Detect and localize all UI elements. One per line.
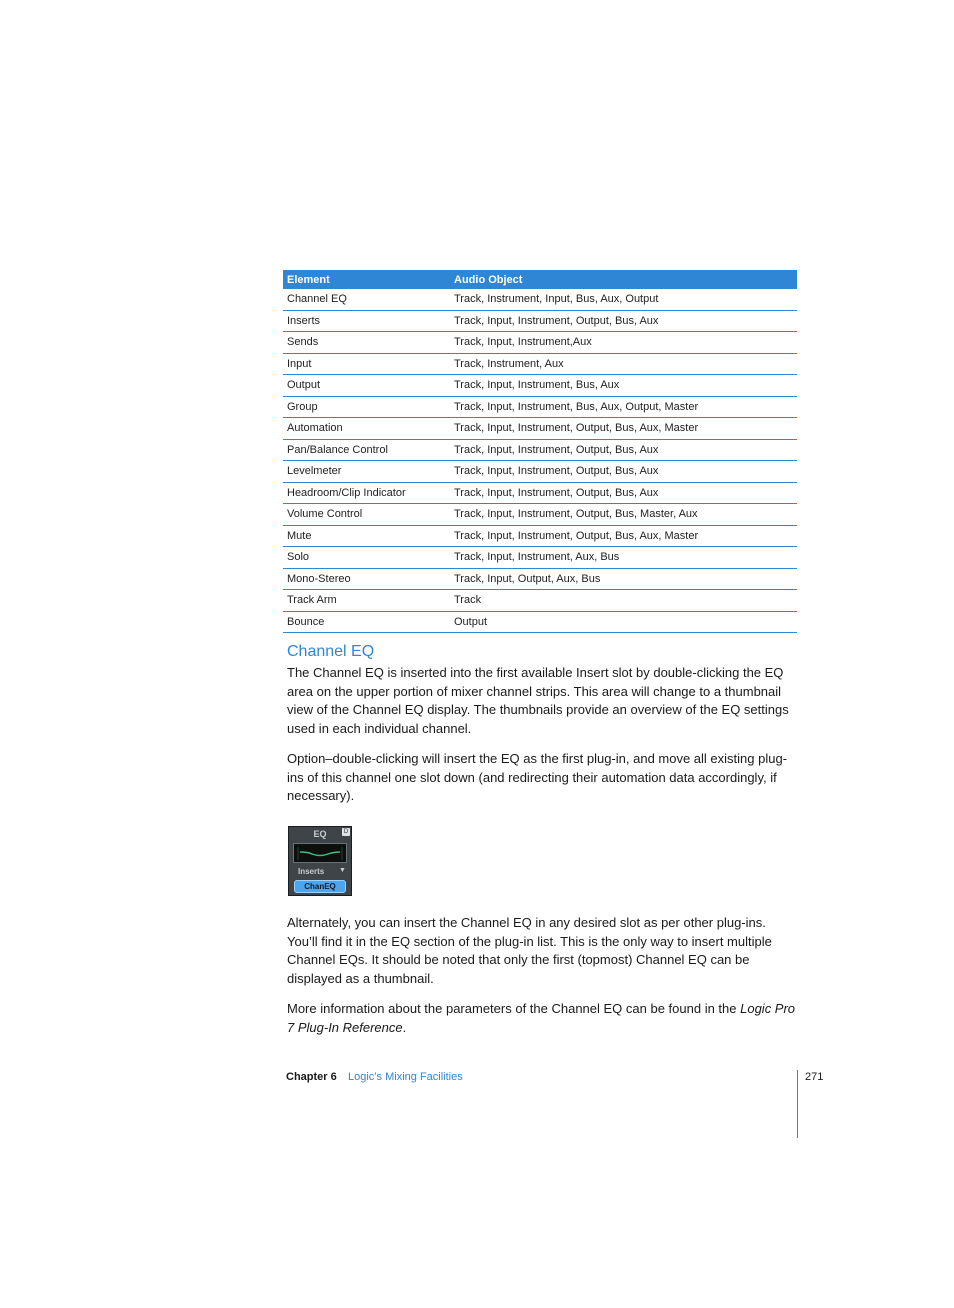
element-cell: Headroom/Clip Indicator [287, 486, 406, 499]
element-cell: Track Arm [287, 594, 337, 607]
audio-object-cell: Track, Input, Instrument,Aux [454, 336, 592, 349]
audio-object-cell: Track, Input, Instrument, Output, Bus, Aux [454, 486, 659, 499]
table-row [283, 504, 797, 526]
element-cell: Bounce [287, 615, 325, 628]
paragraph-1: The Channel EQ is inserted into the first available Insert slot by double-clicking the EQ area on the upper portion of mixer channel strips. This area will change to a thumbnail view of the Channel EQ display. The thumbnails provide an overview of the EQ settings used in each individual channel. [287, 665, 789, 736]
element-cell: Automation [287, 422, 343, 435]
table-row [283, 547, 797, 569]
audio-object-cell: Output [454, 615, 488, 628]
table-row [283, 461, 797, 483]
element-cell: Mono-Stereo [287, 572, 351, 585]
table-header [283, 270, 797, 289]
channel-eq-thumbnail [288, 826, 352, 896]
element-cell: Pan/Balance Control [287, 443, 388, 456]
audio-object-cell: Track, Input, Instrument, Output, Bus, Aux, Master [454, 422, 699, 435]
table-row [283, 332, 797, 354]
eq-label: EQ [313, 829, 327, 839]
chevron-down-icon: ▼ [339, 867, 346, 874]
table-row [283, 440, 797, 462]
element-cell: Mute [287, 529, 312, 542]
audio-object-cell: Track, Input, Output, Aux, Bus [454, 572, 601, 585]
footer-divider [797, 1070, 798, 1138]
audio-object-cell: Track, Input, Instrument, Output, Bus, Aux [454, 465, 659, 478]
audio-object-cell: Track, Input, Instrument, Output, Bus, Aux [454, 443, 659, 456]
page-number: 271 [805, 1071, 824, 1083]
header-audio-object: Audio Object [454, 273, 523, 286]
table-row [283, 590, 797, 612]
header-element: Element [287, 273, 330, 286]
paragraph-2: Option–double-clicking will insert the EQ as the first plug-in, and move all existing plug-ins of this channel one slot down (and redirecting their automation data accordingly, if necessary). [287, 751, 788, 804]
audio-object-cell: Track, Instrument, Input, Bus, Aux, Output [454, 293, 659, 306]
table-row [283, 289, 797, 311]
paragraph-4-prefix: More information about the parameters of the Channel EQ can be found in the [287, 1001, 741, 1016]
element-cell: Output [287, 379, 321, 392]
audio-object-cell: Track, Input, Instrument, Output, Bus, Aux [454, 314, 659, 327]
element-cell: Inserts [287, 314, 321, 327]
audio-object-cell: Track, Instrument, Aux [454, 357, 564, 370]
element-cell: Sends [287, 336, 319, 349]
table-row [283, 612, 797, 634]
audio-object-cell: Track, Input, Instrument, Output, Bus, Master, Aux [454, 508, 698, 521]
audio-object-table [283, 270, 797, 633]
footer-chapter-title: Logic’s Mixing Facilities [348, 1071, 463, 1083]
table-row [283, 418, 797, 440]
inserts-label: Inserts [298, 867, 325, 876]
audio-object-cell: Track, Input, Instrument, Output, Bus, Aux, Master [454, 529, 699, 542]
audio-object-cell: Track, Input, Instrument, Bus, Aux, Output, Master [454, 400, 699, 413]
paragraph-4 [287, 1000, 799, 1037]
table-body [283, 289, 797, 633]
table-row [283, 569, 797, 591]
paragraph-4-suffix: . [402, 1019, 407, 1035]
element-cell: Solo [287, 551, 310, 564]
paragraph-3: Alternately, you can insert the Channel EQ in any desired slot as per other plug-ins. You’ll find it in the EQ section of the plug-in list. This is the only way to insert multiple Channel EQs. It should be noted that only the first (topmost) Channel EQ can be displayed as a thumbnail. [287, 915, 772, 986]
element-cell: Channel EQ [287, 293, 347, 306]
table-row [283, 354, 797, 376]
table-row [283, 526, 797, 548]
element-cell: Input [287, 357, 312, 370]
eq-curve-icon [294, 844, 346, 862]
table-row [283, 483, 797, 505]
chaneq-slot: ChanEQ [294, 880, 346, 893]
element-cell: Group [287, 400, 318, 413]
audio-object-cell: Track, Input, Instrument, Bus, Aux [454, 379, 620, 392]
table-row [283, 397, 797, 419]
reference-title: Logic Pro 7 Plug-In Reference [287, 1001, 796, 1035]
audio-object-cell: Track [454, 594, 482, 607]
footer-chapter: Chapter 6 [286, 1071, 337, 1083]
section-heading: Channel EQ [287, 643, 375, 660]
table-row [283, 311, 797, 333]
eq-badge-icon: D [343, 829, 349, 835]
element-cell: Volume Control [287, 508, 363, 521]
eq-curve-display [293, 843, 347, 863]
audio-object-cell: Track, Input, Instrument, Aux, Bus [454, 551, 620, 564]
table-row [283, 375, 797, 397]
element-cell: Levelmeter [287, 465, 342, 478]
